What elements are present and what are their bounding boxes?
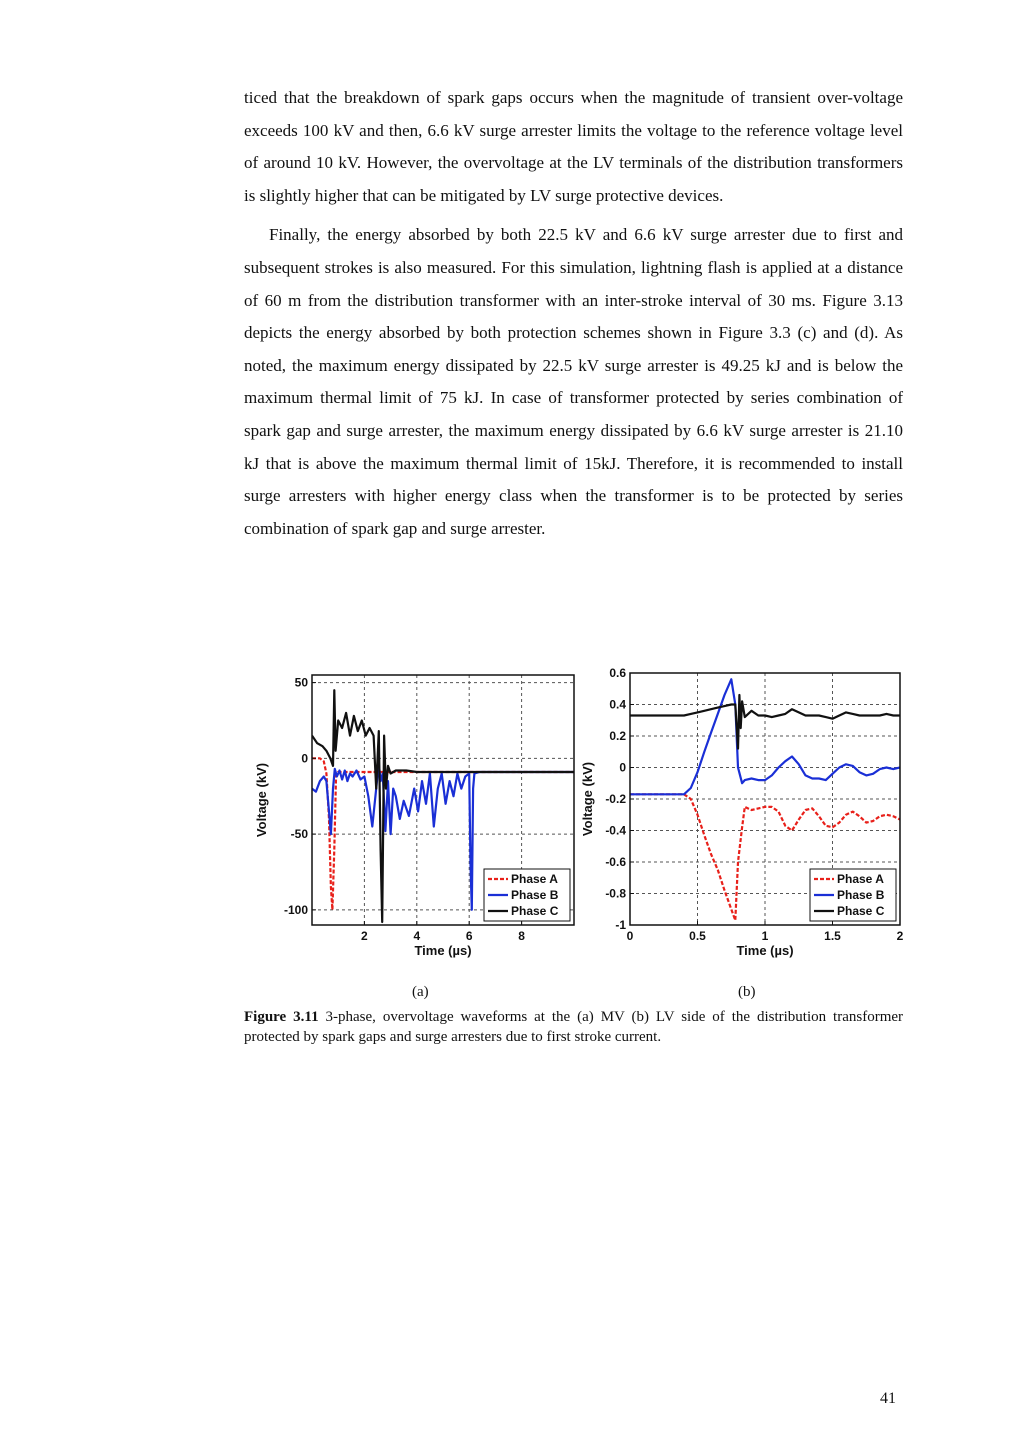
y-tick-label: 0 [619,760,626,775]
y-tick-label: -0.6 [605,855,626,869]
x-axis-label: Time (µs) [736,943,794,958]
x-tick-label: 4 [413,929,421,943]
x-tick-label: 8 [518,929,525,943]
y-tick-label: 0.6 [609,666,626,680]
y-axis-label: Voltage (kV) [254,762,269,838]
page-number: 41 [880,1390,896,1407]
legend-label: Phase B [837,888,885,902]
x-tick-label: 0.5 [689,929,706,943]
y-tick-label: -0.4 [605,823,626,838]
legend-label: Phase A [511,872,558,886]
x-tick-label: 1 [761,929,769,943]
y-tick-label: 0 [301,751,308,766]
chart-panel-b [578,660,904,970]
y-tick-label: 0.2 [609,729,626,743]
x-tick-label: 6 [465,929,473,943]
chart-panel-a [252,660,577,970]
caption-label: Figure 3.11 [244,1009,319,1025]
caption-text: 3-phase, overvoltage waveforms at the (a) MV (b) LV side of the distribution transformer protected by spark gaps and surge arresters due to first stroke current. [244,1009,904,1045]
subcaption-b: (b) [738,984,756,1000]
y-axis-label: Voltage (kV) [580,761,595,837]
y-tick-label: -1 [615,918,626,932]
x-tick-label: 2 [361,929,368,943]
y-tick-label: -0.2 [605,792,626,806]
paragraph-1: ticed that the breakdown of spark gaps occurs when the magnitude of transient over-voltage exceeds 100 kV and then, 6.6 kV surge arrester limits the voltage to the reference voltage level of around 10 kV. However, the overvoltage at the LV terminals of the distribution transformers is slightly higher that can be mitigated by LV surge protective devices. [244,88,903,205]
legend-label: Phase A [837,872,884,886]
legend-label: Phase C [511,904,559,918]
body-text [244,82,903,545]
subcaption-a: (a) [412,984,429,1000]
figure-caption [244,1007,903,1047]
paragraph-2: Finally, the energy absorbed by both 22.5 kV and 6.6 kV surge arrester due to first and subsequent strokes is also measured. For this simulation, lightning flash is applied at a distance of 60 m from the distribution transformer with an inter-stroke interval of 30 ms. Figure 3.13 depicts the energy absorbed by both protection schemes shown in Figure 3.3 (c) and (d). As noted, the maximum energy dissipated by 22.5 kV surge arrester is 49.25 kJ and is below the maximum thermal limit of 75 kJ. In case of transformer protected by series combination of spark gap and surge arrester, the maximum energy dissipated by 6.6 kV surge arrester is 21.10 kJ that is above the maximum thermal limit of 15kJ. Therefore, it is recommended to install surge arresters with higher energy class when the transformer is to be protected by series combination of spark gap and surge arrester. [244,225,903,538]
x-tick-label: 0 [626,929,634,943]
y-tick-label: 0.4 [609,697,626,712]
x-axis-label: Time (µs) [414,943,472,958]
y-tick-label: -0.8 [605,886,626,901]
y-tick-label: -100 [283,902,308,917]
x-tick-label: 1.5 [824,929,841,943]
figure-3-11 [244,660,904,990]
x-tick-label: 2 [896,929,904,943]
legend-label: Phase B [511,888,559,902]
y-tick-label: 50 [294,675,308,690]
legend-label: Phase C [837,904,885,918]
y-tick-label: -50 [290,827,308,842]
